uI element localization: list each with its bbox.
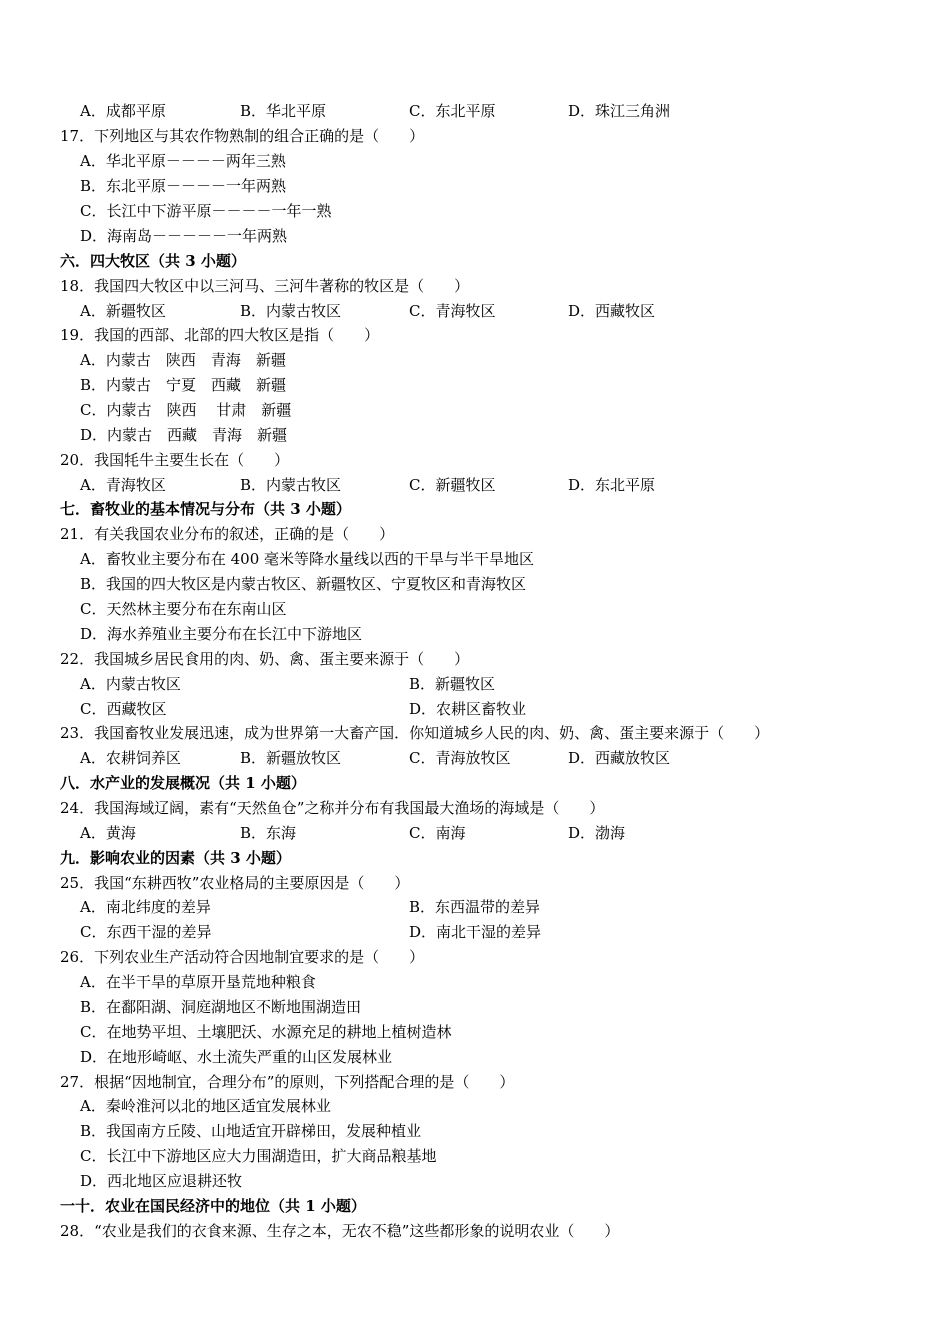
q20-option-c[interactable]: C．新疆牧区	[409, 476, 496, 494]
q21-option-c[interactable]: C．天然林主要分布在东南山区	[80, 600, 287, 618]
section-11-heading: 一十．农业在国民经济中的地位（共 1 小题）	[60, 1197, 366, 1215]
q27-stem: 27．根据“因地制宜，合理分布”的原则，下列搭配合理的是（ ）	[60, 1073, 515, 1091]
q23-option-d[interactable]: D．西藏放牧区	[568, 749, 671, 767]
q28-stem: 28．“农业是我们的衣食来源、生存之本，无农不稳”这些都形象的说明农业（ ）	[60, 1222, 620, 1240]
q21-stem: 21．有关我国农业分布的叙述，正确的是（ ）	[60, 525, 395, 543]
q25-option-b[interactable]: B．东西温带的差异	[409, 898, 541, 916]
q22-stem: 22．我国城乡居民食用的肉、奶、禽、蛋主要来源于（ ）	[60, 650, 470, 668]
q17-option-a[interactable]: A．华北平原－－－－两年三熟	[80, 152, 286, 170]
q27-option-b[interactable]: B．我国南方丘陵、山地适宜开辟梯田，发展种植业	[80, 1122, 422, 1140]
q22-option-d[interactable]: D．农耕区畜牧业	[409, 700, 527, 718]
q16-option-b[interactable]: B．华北平原	[240, 102, 327, 120]
q21-option-d[interactable]: D．海水养殖业主要分布在长江中下游地区	[80, 625, 363, 643]
q26-option-b[interactable]: B．在鄱阳湖、洞庭湖地区不断地围湖造田	[80, 998, 362, 1016]
q21-option-b[interactable]: B．我国的四大牧区是内蒙古牧区、新疆牧区、宁夏牧区和青海牧区	[80, 575, 527, 593]
q23-option-b[interactable]: B．新疆放牧区	[240, 749, 342, 767]
q23-option-c[interactable]: C．青海放牧区	[409, 749, 511, 767]
q16-option-c[interactable]: C．东北平原	[409, 102, 496, 120]
q20-option-a[interactable]: A．青海牧区	[80, 476, 166, 494]
q19-option-b[interactable]: B．内蒙古 宁夏 西藏 新疆	[80, 376, 287, 394]
section-9-heading: 九．影响农业的因素（共 3 小题）	[60, 849, 291, 867]
q20-option-d[interactable]: D．东北平原	[568, 476, 656, 494]
q27-option-a[interactable]: A．秦岭淮河以北的地区适宜发展林业	[80, 1097, 331, 1115]
q18-option-d[interactable]: D．西藏牧区	[568, 302, 656, 320]
q25-option-a[interactable]: A．南北纬度的差异	[80, 898, 211, 916]
q26-option-c[interactable]: C．在地势平坦、土壤肥沃、水源充足的耕地上植树造林	[80, 1023, 452, 1041]
q16-option-d[interactable]: D．珠江三角洲	[568, 102, 671, 120]
q24-stem: 24．我国海域辽阔，素有“天然鱼仓”之称并分布有我国最大渔场的海域是（ ）	[60, 799, 605, 817]
q22-option-c[interactable]: C．西藏牧区	[80, 700, 167, 718]
q27-option-d[interactable]: D．西北地区应退耕还牧	[80, 1172, 243, 1190]
q18-stem: 18．我国四大牧区中以三河马、三河牛著称的牧区是（ ）	[60, 277, 470, 295]
q20-option-b[interactable]: B．内蒙古牧区	[240, 476, 342, 494]
q17-option-b[interactable]: B．东北平原－－－－一年两熟	[80, 177, 287, 195]
q24-option-a[interactable]: A．黄海	[80, 824, 136, 842]
q22-option-a[interactable]: A．内蒙古牧区	[80, 675, 181, 693]
section-7-heading: 七．畜牧业的基本情况与分布（共 3 小题）	[60, 500, 351, 518]
q24-option-d[interactable]: D．渤海	[568, 824, 626, 842]
q21-option-a[interactable]: A．畜牧业主要分布在 400 毫米等降水量线以西的干旱与半干旱地区	[80, 550, 535, 568]
q16-option-a[interactable]: A．成都平原	[80, 102, 166, 120]
q25-option-c[interactable]: C．东西干湿的差异	[80, 923, 212, 941]
q25-option-d[interactable]: D．南北干湿的差异	[409, 923, 542, 941]
q26-option-d[interactable]: D．在地形崎岖、水土流失严重的山区发展林业	[80, 1048, 393, 1066]
q23-stem: 23．我国畜牧业发展迅速，成为世界第一大畜产国．你知道城乡人民的肉、奶、禽、蛋主要来源于（ ）	[60, 724, 770, 742]
q17-option-c[interactable]: C．长江中下游平原－－－－一年一熟	[80, 202, 332, 220]
q22-option-b[interactable]: B．新疆牧区	[409, 675, 496, 693]
q17-stem: 17．下列地区与其农作物熟制的组合正确的是（ ）	[60, 127, 425, 145]
q19-option-a[interactable]: A．内蒙古 陕西 青海 新疆	[80, 351, 286, 369]
q18-option-c[interactable]: C．青海牧区	[409, 302, 496, 320]
q18-option-b[interactable]: B．内蒙古牧区	[240, 302, 342, 320]
section-8-heading: 八．水产业的发展概况（共 1 小题）	[60, 774, 306, 792]
q19-option-d[interactable]: D．内蒙古 西藏 青海 新疆	[80, 426, 288, 444]
q19-option-c[interactable]: C．内蒙古 陕西 甘肃 新疆	[80, 401, 292, 419]
q17-option-d[interactable]: D．海南岛－－－－－一年两熟	[80, 227, 288, 245]
q27-option-c[interactable]: C．长江中下游地区应大力围湖造田，扩大商品粮基地	[80, 1147, 437, 1165]
q25-stem: 25．我国“东耕西牧”农业格局的主要原因是（ ）	[60, 874, 410, 892]
q23-option-a[interactable]: A．农耕饲养区	[80, 749, 181, 767]
section-6-heading: 六．四大牧区（共 3 小题）	[60, 252, 246, 270]
q24-option-c[interactable]: C．南海	[409, 824, 466, 842]
q26-stem: 26．下列农业生产活动符合因地制宜要求的是（ ）	[60, 948, 425, 966]
q26-option-a[interactable]: A．在半干旱的草原开垦荒地种粮食	[80, 973, 316, 991]
q19-stem: 19．我国的西部、北部的四大牧区是指（ ）	[60, 326, 380, 344]
q24-option-b[interactable]: B．东海	[240, 824, 297, 842]
q18-option-a[interactable]: A．新疆牧区	[80, 302, 166, 320]
q20-stem: 20．我国牦牛主要生长在（ ）	[60, 451, 290, 469]
